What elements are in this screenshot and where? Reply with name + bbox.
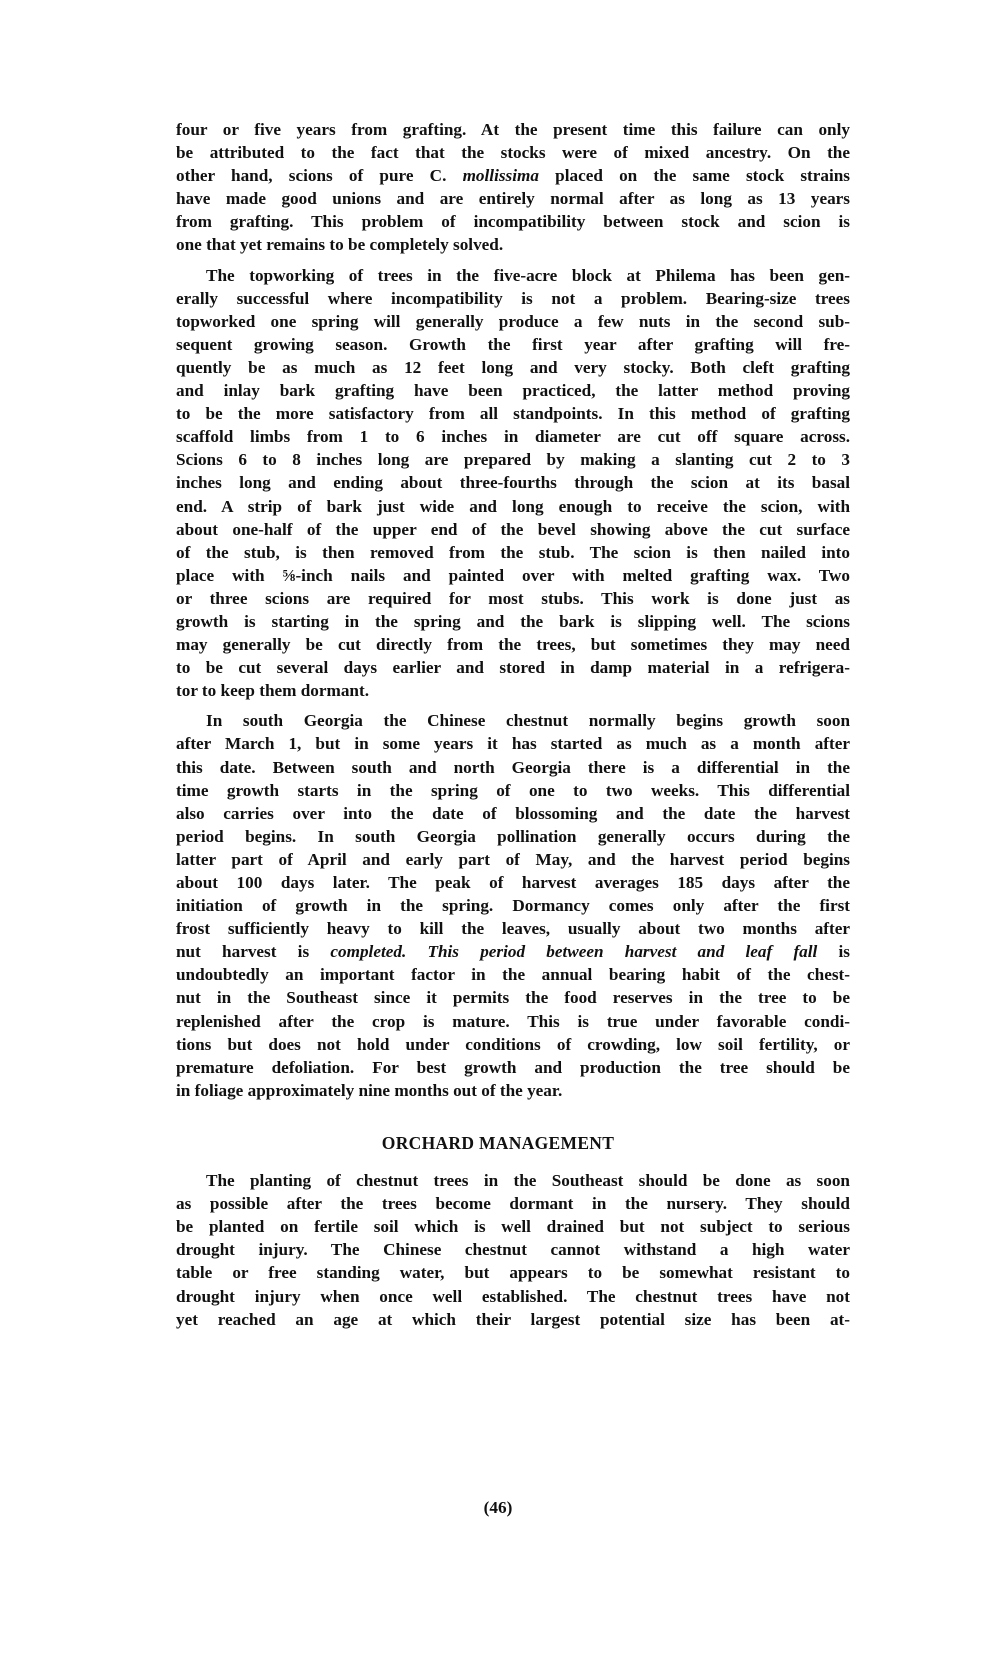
paragraph-3 (146, 709, 850, 1102)
text-line: four or five years from grafting. At the present time this failure can only (176, 120, 850, 139)
text-line: to be the more satisfactory from all standpoints. In this method of grafting (176, 404, 850, 424)
text-line: may generally be cut directly from the trees, but sometimes they may need (176, 635, 850, 655)
text-line: sequent growing season. Growth the first year after grafting will fre- (176, 334, 850, 354)
text-line: to be cut several days earlier and stored in damp material in a refrigera- (176, 658, 850, 678)
text-line: In south Georgia the Chinese chestnut normally begins growth soon (206, 711, 850, 731)
paragraph-2 (146, 264, 850, 703)
text-line: from grafting. This problem of incompatibility between stock and scion is (176, 212, 850, 232)
text-line: erally successful where incompatibility is not a problem. Bearing-size trees (176, 288, 850, 308)
text-line: be attributed to the fact that the stocks were of mixed ancestry. On the (176, 143, 850, 163)
text-line: other hand, scions of pure C. mollissima placed on the same stock strains (176, 166, 850, 186)
text-line: drought injury. The Chinese chestnut cannot withstand a high water (176, 1240, 850, 1260)
text-line: yet reached an age at which their largest potential size has been at- (176, 1309, 850, 1329)
document-page (146, 118, 850, 1517)
text-line: be planted on fertile soil which is well drained but not subject to serious (176, 1217, 850, 1237)
text-line: The topworking of trees in the five-acre block at Philema has been gen- (206, 265, 850, 285)
text-line: nut harvest is completed. This period between harvest and leaf fall is (176, 942, 850, 962)
text-line: after March 1, but in some years it has started as much as a month after (176, 734, 850, 754)
text-line: drought injury when once well established. The chestnut trees have not (176, 1286, 850, 1306)
text-line: place with ⅝-inch nails and painted over with melted grafting wax. Two (176, 565, 850, 585)
paragraph-1 (146, 118, 850, 257)
paragraph-4 (146, 1169, 850, 1331)
text-line: growth is starting in the spring and the bark is slipping well. The scions (176, 611, 850, 631)
page-number: (46) (483, 1498, 513, 1517)
text-line: period begins. In south Georgia pollination generally occurs during the (176, 826, 850, 846)
text-line: nut in the Southeast since it permits the food reserves in the tree to be (176, 988, 850, 1008)
text-line: one that yet remains to be completely solved. (176, 235, 504, 255)
text-line: inches long and ending about three-fourths through the scion at its basal (176, 473, 850, 493)
text-line: quently be as much as 12 feet long and very stocky. Both cleft grafting (176, 357, 850, 377)
text-line: as possible after the trees become dormant in the nursery. They should (176, 1194, 850, 1214)
text-line: premature defoliation. For best growth and production the tree should be (176, 1057, 850, 1077)
text-line: or three scions are required for most stubs. This work is done just as (176, 588, 850, 608)
text-line: Scions 6 to 8 inches long are prepared by making a slanting cut 2 to 3 (176, 450, 850, 470)
text-line: The planting of chestnut trees in the Southeast should be done as soon (206, 1171, 850, 1191)
text-line: have made good unions and are entirely normal after as long as 13 years (176, 189, 850, 209)
section-heading: ORCHARD MANAGEMENT (381, 1132, 615, 1153)
text-line: also carries over into the date of blossoming and the date the harvest (176, 803, 850, 823)
text-line: time growth starts in the spring of one to two weeks. This differential (176, 780, 850, 800)
text-line: about 100 days later. The peak of harvest averages 185 days after the (176, 873, 850, 892)
text-line: replenished after the crop is mature. This is true under favorable condi- (176, 1011, 850, 1031)
text-line: end. A strip of bark just wide and long enough to receive the scion, with (176, 496, 850, 516)
text-line: initiation of growth in the spring. Dormancy comes only after the first (176, 896, 850, 916)
text-line: topworked one spring will generally produce a few nuts in the second sub- (176, 311, 850, 331)
text-line: and inlay bark grafting have been practiced, the latter method proving (176, 381, 850, 401)
text-line: tions but does not hold under conditions of crowding, low soil fertility, or (176, 1034, 850, 1054)
text-line: this date. Between south and north Georgia there is a differential in the (176, 757, 850, 777)
text-line: undoubtedly an important factor in the annual bearing habit of the chest- (176, 965, 850, 985)
text-line: in foliage approximately nine months out of the year. (176, 1080, 563, 1100)
text-line: tor to keep them dormant. (176, 681, 370, 701)
text-line: table or free standing water, but appears to be somewhat resistant to (176, 1263, 850, 1283)
text-line: about one-half of the upper end of the bevel showing above the cut surface (176, 519, 850, 539)
text-line: latter part of April and early part of May, and the harvest period begins (176, 849, 850, 869)
text-line: frost sufficiently heavy to kill the leaves, usually about two months after (176, 919, 850, 939)
text-line: scaffold limbs from 1 to 6 inches in diameter are cut off square across. (176, 427, 850, 447)
text-line: of the stub, is then removed from the stub. The scion is then nailed into (176, 542, 850, 562)
